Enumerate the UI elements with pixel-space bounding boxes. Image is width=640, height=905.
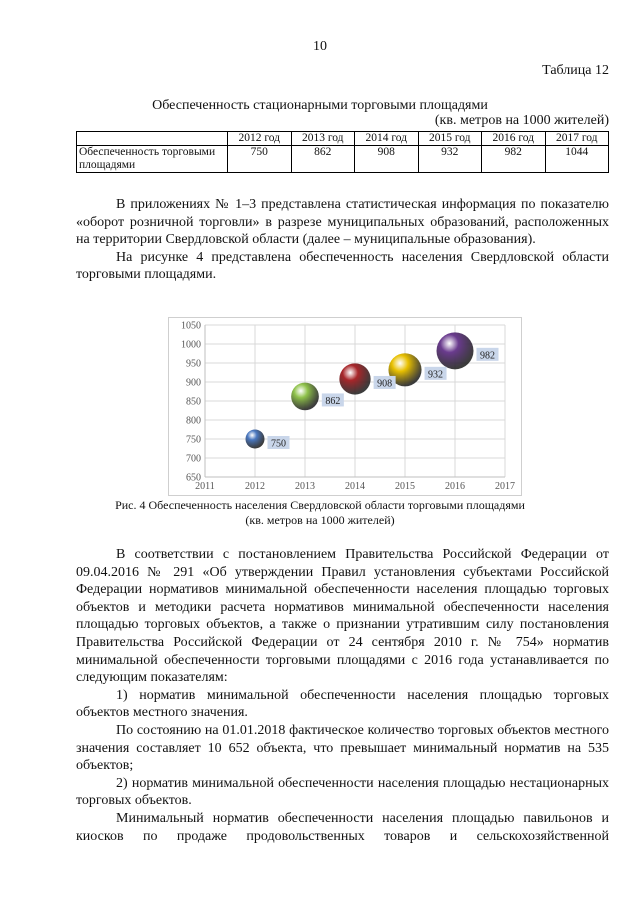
data-label: 862 [325, 395, 341, 407]
bubble-chart [168, 317, 522, 496]
data-bubble [437, 332, 474, 369]
paragraph: На рисунке 4 представлена обеспеченность населения Свердловской области торговыми площадями. [76, 249, 609, 283]
table-header-cell: 2013 год [291, 132, 355, 146]
supply-table [76, 131, 609, 173]
data-bubble [246, 430, 265, 449]
chart-svg [169, 318, 521, 495]
table-corner-cell [77, 132, 228, 146]
table-cell: 750 [228, 146, 292, 173]
data-label: 932 [428, 369, 444, 381]
data-bubble [339, 363, 370, 394]
table-units: (кв. метров на 1000 жителей) [434, 113, 609, 128]
figure-caption-line: Рис. 4 Обеспеченность населения Свердловской области торговыми площадями [115, 498, 525, 512]
paragraph: В соответствии с постановлением Правительства Российской Федерации от 09.04.2016 № 291 «Об утверждении Правил установления субъектами Российской Федерации нормативов минимальной обеспеченности населения площадью торговых объектов и методики расчета нормативов минимальной обеспеченности населения площадью торговых объектов, а также о признании утратившим силу постановления Правительства Российской Федерации от 24 сентября 2010 г. № 754» норматив минимальной обеспеченности торговыми площадями с 2016 года устанавливается по следующим показателям: [76, 547, 609, 686]
text-block-top [76, 196, 609, 284]
paragraph: 2) норматив минимальной обеспеченности населения площадью нестационарных торговых объектов. [76, 775, 609, 809]
y-tick-label: 700 [186, 453, 201, 465]
text-block-bottom [76, 546, 609, 845]
y-tick-label: 1000 [181, 339, 201, 351]
data-bubble [291, 383, 319, 411]
table-cell: 908 [355, 146, 419, 173]
table-header-cell: 2016 год [482, 132, 546, 146]
paragraph: Минимальный норматив обеспеченности населения площадью павильонов и киосков по продаже продовольственных товаров и сельскохозяйственной [76, 810, 609, 844]
x-tick-label: 2017 [495, 481, 515, 492]
paragraph: 1) норматив минимальной обеспеченности населения площадью торговых объектов местного значения. [76, 687, 609, 721]
table-header-cell: 2012 год [228, 132, 292, 146]
table-caption: Обеспеченность стационарными торговыми площадями [152, 98, 488, 113]
table-cell: 862 [291, 146, 355, 173]
table-cell: 982 [482, 146, 546, 173]
data-label: 982 [480, 350, 495, 362]
table-row-label: Обеспеченность торговыми площадями [77, 146, 228, 173]
table-header-cell: 2017 год [545, 132, 609, 146]
table-cell: 932 [418, 146, 482, 173]
table-row [77, 146, 609, 173]
y-tick-label: 750 [186, 434, 201, 446]
y-tick-label: 1050 [181, 320, 201, 332]
x-tick-label: 2011 [195, 481, 215, 492]
y-tick-label: 900 [186, 377, 201, 389]
table-header-row [77, 132, 609, 146]
x-tick-label: 2013 [295, 481, 315, 492]
x-tick-label: 2016 [445, 481, 465, 492]
figure-caption-line: (кв. метров на 1000 жителей) [245, 513, 395, 527]
x-tick-label: 2015 [395, 481, 415, 492]
paragraph: В приложениях № 1–3 представлена статистическая информация по показателю «оборот розничной торговли» в разрезе муниципальных образований, расположенных на территории Свердловской области (далее – муниципальные образования). [76, 197, 609, 248]
paragraph: По состоянию на 01.01.2018 фактическое количество торговых объектов местного значения составляет 10 652 объекта, что превышает минимальный норматив на 535 объектов; [76, 722, 609, 774]
figure-caption [0, 498, 640, 528]
y-tick-label: 950 [186, 358, 201, 370]
page-number: 10 [313, 39, 327, 54]
data-label: 750 [271, 438, 286, 450]
x-tick-label: 2012 [245, 481, 265, 492]
table-header-cell: 2015 год [418, 132, 482, 146]
table-number: Таблица 12 [542, 63, 609, 78]
y-tick-label: 650 [186, 472, 201, 484]
table-header-cell: 2014 год [355, 132, 419, 146]
table-cell: 1044 [545, 146, 609, 173]
data-label: 908 [377, 378, 393, 390]
y-tick-label: 800 [186, 415, 201, 427]
x-tick-label: 2014 [345, 481, 365, 492]
y-tick-label: 850 [186, 396, 201, 408]
